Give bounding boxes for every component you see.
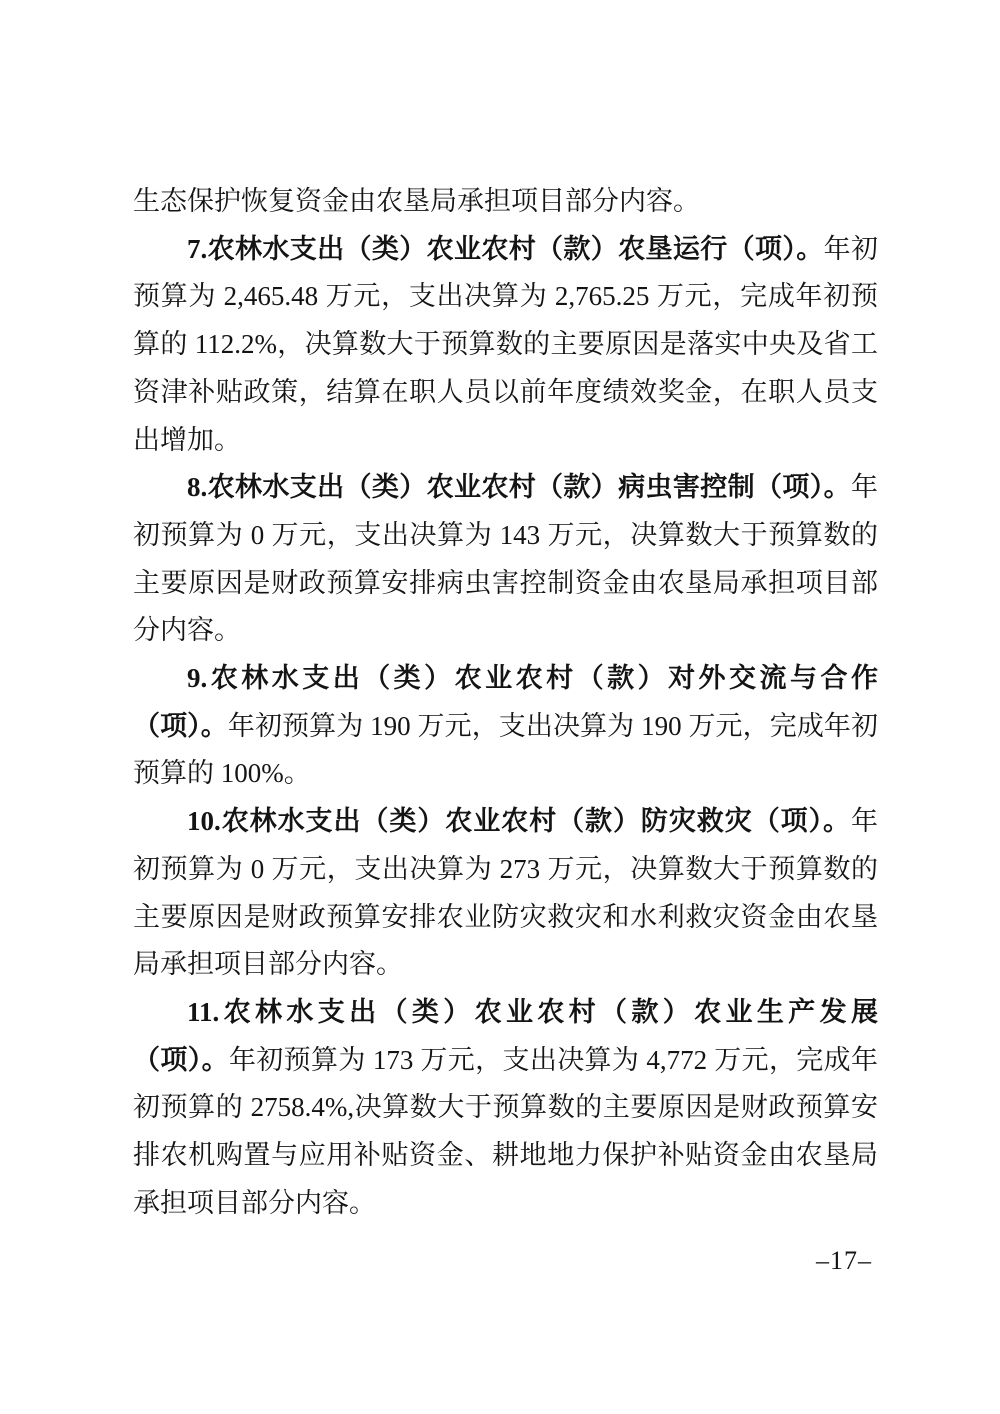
paragraph-text: 生态保护恢复资金由农垦局承担项目部分内容。 xyxy=(133,186,700,216)
item-8-body: 年初预算为 0 万元，支出决算为 143 万元，决算数大于预算数的主要原因是财政预算安排病虫害控制资金由农垦局承担项目部分内容。 xyxy=(133,472,878,646)
budget-item-10 xyxy=(133,798,878,989)
budget-item-7 xyxy=(133,226,878,465)
document-body xyxy=(133,178,878,1227)
item-8-heading: 8.农林水支出（类）农业农村（款）病虫害控制（项）。 xyxy=(187,472,851,503)
budget-item-9 xyxy=(133,655,878,798)
item-10-body: 年初预算为 0 万元，支出决算为 273 万元，决算数大于预算数的主要原因是财政预算安排农业防灾救灾和水利救灾资金由农垦局承担项目部分内容。 xyxy=(133,806,878,980)
paragraph-continuation xyxy=(133,178,878,226)
item-11-body: 年初预算为 173 万元，支出决算为 4,772 万元，完成年初预算的 2758.4%,决算数大于预算数的主要原因是财政预算安排农机购置与应用补贴资金、耕地地力保护补贴资金由农垦局承担项目部分内容。 xyxy=(133,1044,879,1218)
item-7-heading: 7.农林水支出（类）农业农村（款）农垦运行（项）。 xyxy=(187,233,824,264)
item-10-heading: 10.农林水支出（类）农业农村（款）防灾救灾（项）。 xyxy=(187,806,851,837)
item-7-body: 年初预算为 2,465.48 万元，支出决算为 2,765.25 万元，完成年初预算的 112.2%，决算数大于预算数的主要原因是落实中央及省工资津补贴政策，结算在职人员以前年度绩效奖金，在职人员支出增加。 xyxy=(133,233,879,455)
item-9-body: 年初预算为 190 万元，支出决算为 190 万元，完成年初预算的 100%。 xyxy=(133,710,879,789)
item-9-heading: 9.农林水支出（类）农业农村（款）对外交流与合作（项）。 xyxy=(133,663,878,741)
page-number: –17– xyxy=(816,1246,872,1275)
budget-item-11 xyxy=(133,989,878,1228)
item-11-heading: 11.农林水支出（类）农业农村（款）农业生产发展（项）。 xyxy=(133,996,878,1075)
budget-item-8 xyxy=(133,464,878,655)
